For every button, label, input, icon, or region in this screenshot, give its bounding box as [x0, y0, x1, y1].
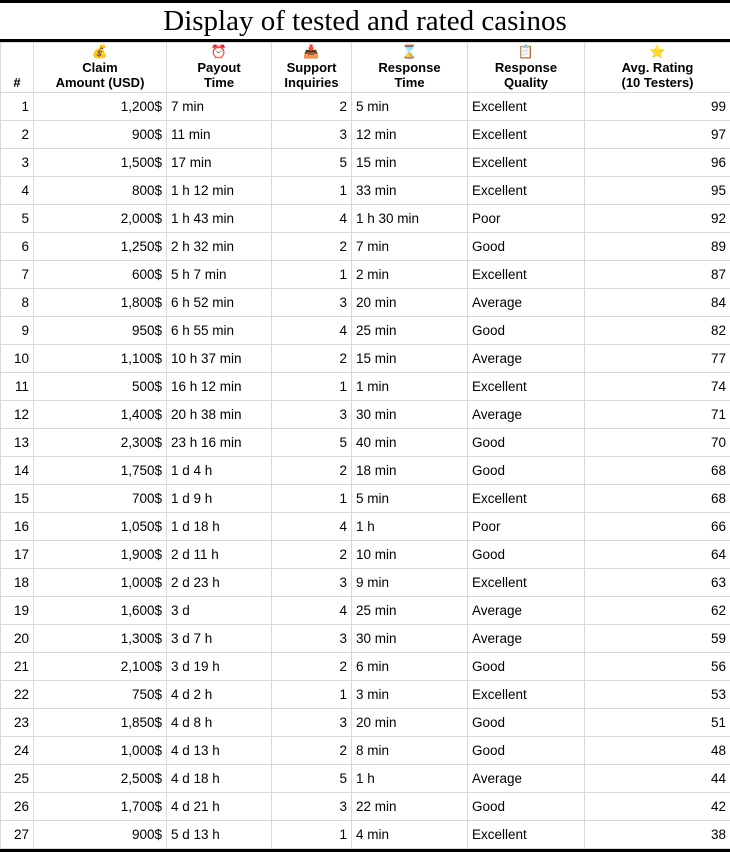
row-index-cell: 12: [1, 401, 34, 429]
row-index-cell: 18: [1, 569, 34, 597]
table-cell: 20 h 38 min: [167, 401, 272, 429]
table-cell: Excellent: [468, 569, 585, 597]
table-cell: 6 h 55 min: [167, 317, 272, 345]
table-cell: Good: [468, 457, 585, 485]
clipboard-icon: 📋: [471, 45, 581, 60]
table-row: [1, 149, 730, 177]
row-index-cell: 17: [1, 541, 34, 569]
table-cell: 900$: [34, 821, 167, 849]
row-index-cell: 4: [1, 177, 34, 205]
page-title-bar: [0, 0, 730, 42]
page-title: Display of tested and rated casinos: [163, 5, 566, 38]
table-cell: 3: [272, 793, 352, 821]
table-cell: Good: [468, 793, 585, 821]
row-index-cell: 3: [1, 149, 34, 177]
table-row: [1, 233, 730, 261]
table-cell: 5: [272, 149, 352, 177]
table-cell: 4 d 8 h: [167, 709, 272, 737]
column-header-support-inquiries-line1: Support: [275, 60, 348, 75]
table-cell: 82: [585, 317, 730, 345]
table-cell: 1 h: [352, 765, 468, 793]
table-cell: 22 min: [352, 793, 468, 821]
table-cell: 500$: [34, 373, 167, 401]
column-header-payout-time-line2: Time: [170, 75, 268, 90]
table-cell: 89: [585, 233, 730, 261]
table-cell: Good: [468, 737, 585, 765]
table-cell: 17 min: [167, 149, 272, 177]
table-cell: Excellent: [468, 373, 585, 401]
table-cell: Average: [468, 345, 585, 373]
table-row: [1, 261, 730, 289]
table-cell: 1: [272, 485, 352, 513]
table-cell: 4: [272, 597, 352, 625]
table-cell: Excellent: [468, 121, 585, 149]
table-cell: 1 min: [352, 373, 468, 401]
table-row: [1, 709, 730, 737]
table-cell: 68: [585, 457, 730, 485]
column-header-index[interactable]: [1, 43, 34, 93]
table-row: [1, 821, 730, 849]
table-cell: 56: [585, 653, 730, 681]
table-cell: 97: [585, 121, 730, 149]
table-cell: Average: [468, 625, 585, 653]
table-cell: 15 min: [352, 149, 468, 177]
table-cell: 10 min: [352, 541, 468, 569]
table-row: [1, 737, 730, 765]
table-cell: 3: [272, 709, 352, 737]
table-cell: 5: [272, 429, 352, 457]
table-cell: 1,100$: [34, 345, 167, 373]
table-cell: 2,100$: [34, 653, 167, 681]
row-index-cell: 7: [1, 261, 34, 289]
table-cell: 25 min: [352, 317, 468, 345]
column-header-claim-amount-line1: Claim: [37, 60, 163, 75]
row-index-cell: 13: [1, 429, 34, 457]
hourglass-icon: ⌛: [355, 45, 464, 60]
table-row: [1, 317, 730, 345]
table-cell: Excellent: [468, 681, 585, 709]
row-index-cell: 10: [1, 345, 34, 373]
row-index-cell: 21: [1, 653, 34, 681]
table-cell: 5 min: [352, 93, 468, 121]
table-cell: Good: [468, 429, 585, 457]
table-cell: 950$: [34, 317, 167, 345]
table-cell: 20 min: [352, 289, 468, 317]
table-cell: 1,400$: [34, 401, 167, 429]
table-cell: 5 min: [352, 485, 468, 513]
table-row: [1, 485, 730, 513]
table-cell: 1: [272, 681, 352, 709]
row-index-cell: 19: [1, 597, 34, 625]
table-cell: Good: [468, 653, 585, 681]
table-cell: 92: [585, 205, 730, 233]
table-cell: 3 d: [167, 597, 272, 625]
table-cell: 99: [585, 93, 730, 121]
table-cell: 40 min: [352, 429, 468, 457]
table-cell: 3 min: [352, 681, 468, 709]
table-cell: 2 d 23 h: [167, 569, 272, 597]
table-cell: 2,300$: [34, 429, 167, 457]
table-cell: 4: [272, 513, 352, 541]
table-cell: 2: [272, 233, 352, 261]
table-cell: Excellent: [468, 149, 585, 177]
table-cell: 2: [272, 653, 352, 681]
table-row: [1, 569, 730, 597]
table-cell: Excellent: [468, 177, 585, 205]
table-cell: 30 min: [352, 401, 468, 429]
table-cell: 5 d 13 h: [167, 821, 272, 849]
table-cell: 1,750$: [34, 457, 167, 485]
table-row: [1, 345, 730, 373]
table-row: [1, 121, 730, 149]
table-cell: 96: [585, 149, 730, 177]
table-cell: 4: [272, 205, 352, 233]
row-index-cell: 8: [1, 289, 34, 317]
column-header-response-time[interactable]: [352, 43, 468, 93]
table-cell: 1,250$: [34, 233, 167, 261]
column-header-claim-amount[interactable]: [34, 43, 167, 93]
table-cell: 600$: [34, 261, 167, 289]
table-cell: 3 d 7 h: [167, 625, 272, 653]
row-index-cell: 6: [1, 233, 34, 261]
table-cell: 4 d 13 h: [167, 737, 272, 765]
table-cell: 15 min: [352, 345, 468, 373]
table-cell: 4 d 18 h: [167, 765, 272, 793]
table-cell: 1,800$: [34, 289, 167, 317]
row-index-cell: 9: [1, 317, 34, 345]
table-row: [1, 289, 730, 317]
column-header-response-time-line2: Time: [355, 75, 464, 90]
table-cell: Average: [468, 289, 585, 317]
table-cell: 4: [272, 317, 352, 345]
table-cell: 95: [585, 177, 730, 205]
table-cell: 74: [585, 373, 730, 401]
table-cell: 63: [585, 569, 730, 597]
table-cell: 1,300$: [34, 625, 167, 653]
table-cell: 2,500$: [34, 765, 167, 793]
column-header-response-quality-line1: Response: [471, 60, 581, 75]
table-row: [1, 513, 730, 541]
table-cell: Good: [468, 541, 585, 569]
table-cell: 1 h 43 min: [167, 205, 272, 233]
table-cell: 4 d 21 h: [167, 793, 272, 821]
table-header-row: [1, 43, 730, 93]
row-index-cell: 5: [1, 205, 34, 233]
table-cell: 66: [585, 513, 730, 541]
row-index-cell: 14: [1, 457, 34, 485]
column-header-response-quality-line2: Quality: [471, 75, 581, 90]
row-index-cell: 20: [1, 625, 34, 653]
table-cell: Average: [468, 765, 585, 793]
column-header-response-quality[interactable]: [468, 43, 585, 93]
table-cell: 1,900$: [34, 541, 167, 569]
money-bag-icon: 💰: [37, 45, 163, 60]
table-cell: 3: [272, 289, 352, 317]
inbox-tray-icon: 📥: [275, 45, 348, 60]
table-cell: 2: [272, 457, 352, 485]
table-cell: 1: [272, 177, 352, 205]
table-cell: Excellent: [468, 261, 585, 289]
row-index-cell: 2: [1, 121, 34, 149]
table-header: [1, 43, 730, 93]
table-cell: 1 h 30 min: [352, 205, 468, 233]
table-cell: 2,000$: [34, 205, 167, 233]
table-cell: 1: [272, 261, 352, 289]
table-cell: 20 min: [352, 709, 468, 737]
table-cell: 2 d 11 h: [167, 541, 272, 569]
table-cell: 68: [585, 485, 730, 513]
row-index-cell: 25: [1, 765, 34, 793]
table-cell: 9 min: [352, 569, 468, 597]
column-header-response-time-line1: Response: [355, 60, 464, 75]
column-header-payout-time-line1: Payout: [170, 60, 268, 75]
table-cell: 44: [585, 765, 730, 793]
table-row: [1, 793, 730, 821]
table-cell: 71: [585, 401, 730, 429]
row-index-cell: 27: [1, 821, 34, 849]
table-cell: 87: [585, 261, 730, 289]
table-cell: 5 h 7 min: [167, 261, 272, 289]
table-cell: 1,050$: [34, 513, 167, 541]
table-row: [1, 205, 730, 233]
table-cell: 6 h 52 min: [167, 289, 272, 317]
table-cell: 4 d 2 h: [167, 681, 272, 709]
row-index-cell: 23: [1, 709, 34, 737]
table-cell: 4 min: [352, 821, 468, 849]
table-cell: 1 h 12 min: [167, 177, 272, 205]
table-cell: 18 min: [352, 457, 468, 485]
table-cell: 38: [585, 821, 730, 849]
column-header-avg-rating-line1: Avg. Rating: [588, 60, 727, 75]
table-cell: 7 min: [167, 93, 272, 121]
table-cell: 3 d 19 h: [167, 653, 272, 681]
table-row: [1, 681, 730, 709]
table-row: [1, 373, 730, 401]
table-cell: 12 min: [352, 121, 468, 149]
table-cell: 84: [585, 289, 730, 317]
column-header-support-inquiries-line2: Inquiries: [275, 75, 348, 90]
table-cell: 1,200$: [34, 93, 167, 121]
column-header-index-label: #: [4, 75, 30, 90]
table-cell: Good: [468, 709, 585, 737]
table-cell: Average: [468, 401, 585, 429]
column-header-avg-rating[interactable]: [585, 43, 730, 93]
table-cell: 10 h 37 min: [167, 345, 272, 373]
table-row: [1, 765, 730, 793]
table-cell: 2: [272, 541, 352, 569]
table-cell: 59: [585, 625, 730, 653]
table-cell: Poor: [468, 513, 585, 541]
table-cell: 1: [272, 373, 352, 401]
table-cell: 64: [585, 541, 730, 569]
column-header-avg-rating-line2: (10 Testers): [588, 75, 727, 90]
table-cell: 42: [585, 793, 730, 821]
table-cell: 3: [272, 401, 352, 429]
table-cell: 62: [585, 597, 730, 625]
table-cell: 800$: [34, 177, 167, 205]
table-cell: 1 d 4 h: [167, 457, 272, 485]
table-row: [1, 457, 730, 485]
row-index-cell: 16: [1, 513, 34, 541]
table-row: [1, 653, 730, 681]
table-cell: 2: [272, 345, 352, 373]
table-cell: 8 min: [352, 737, 468, 765]
table-cell: 1,850$: [34, 709, 167, 737]
table-cell: 700$: [34, 485, 167, 513]
table-cell: 6 min: [352, 653, 468, 681]
column-header-payout-time[interactable]: [167, 43, 272, 93]
alarm-clock-icon: ⏰: [170, 45, 268, 60]
table-row: [1, 401, 730, 429]
table-cell: Average: [468, 597, 585, 625]
table-cell: 16 h 12 min: [167, 373, 272, 401]
row-index-cell: 24: [1, 737, 34, 765]
table-cell: 750$: [34, 681, 167, 709]
table-cell: 51: [585, 709, 730, 737]
table-body: [1, 93, 730, 849]
table-cell: 1 d 18 h: [167, 513, 272, 541]
star-icon: ⭐: [588, 45, 727, 60]
casino-ratings-table: [0, 42, 730, 849]
table-cell: 1,600$: [34, 597, 167, 625]
table-cell: 25 min: [352, 597, 468, 625]
table-cell: 1,500$: [34, 149, 167, 177]
table-cell: Excellent: [468, 93, 585, 121]
table-cell: 70: [585, 429, 730, 457]
table-cell: Excellent: [468, 485, 585, 513]
table-cell: Excellent: [468, 821, 585, 849]
table-row: [1, 625, 730, 653]
table-cell: 2 h 32 min: [167, 233, 272, 261]
table-cell: 48: [585, 737, 730, 765]
table-cell: 3: [272, 625, 352, 653]
row-index-cell: 11: [1, 373, 34, 401]
table-cell: 5: [272, 765, 352, 793]
row-index-cell: 1: [1, 93, 34, 121]
table-cell: 3: [272, 121, 352, 149]
table-row: [1, 597, 730, 625]
table-cell: 30 min: [352, 625, 468, 653]
table-cell: 23 h 16 min: [167, 429, 272, 457]
table-cell: 3: [272, 569, 352, 597]
table-cell: 1 d 9 h: [167, 485, 272, 513]
table-row: [1, 429, 730, 457]
table-cell: 1 h: [352, 513, 468, 541]
table-cell: 1,700$: [34, 793, 167, 821]
table-cell: Good: [468, 317, 585, 345]
table-row: [1, 177, 730, 205]
row-index-cell: 15: [1, 485, 34, 513]
column-header-support-inquiries[interactable]: [272, 43, 352, 93]
table-cell: 1,000$: [34, 569, 167, 597]
table-row: [1, 541, 730, 569]
table-cell: 2 min: [352, 261, 468, 289]
table-cell: Poor: [468, 205, 585, 233]
row-index-cell: 22: [1, 681, 34, 709]
table-cell: 1,000$: [34, 737, 167, 765]
row-index-cell: 26: [1, 793, 34, 821]
table-cell: 77: [585, 345, 730, 373]
table-cell: 7 min: [352, 233, 468, 261]
table-cell: 2: [272, 93, 352, 121]
column-header-claim-amount-line2: Amount (USD): [37, 75, 163, 90]
table-cell: 1: [272, 821, 352, 849]
table-cell: 11 min: [167, 121, 272, 149]
table-cell: Good: [468, 233, 585, 261]
table-cell: 33 min: [352, 177, 468, 205]
table-cell: 900$: [34, 121, 167, 149]
table-cell: 2: [272, 737, 352, 765]
table-row: [1, 93, 730, 121]
table-cell: 53: [585, 681, 730, 709]
